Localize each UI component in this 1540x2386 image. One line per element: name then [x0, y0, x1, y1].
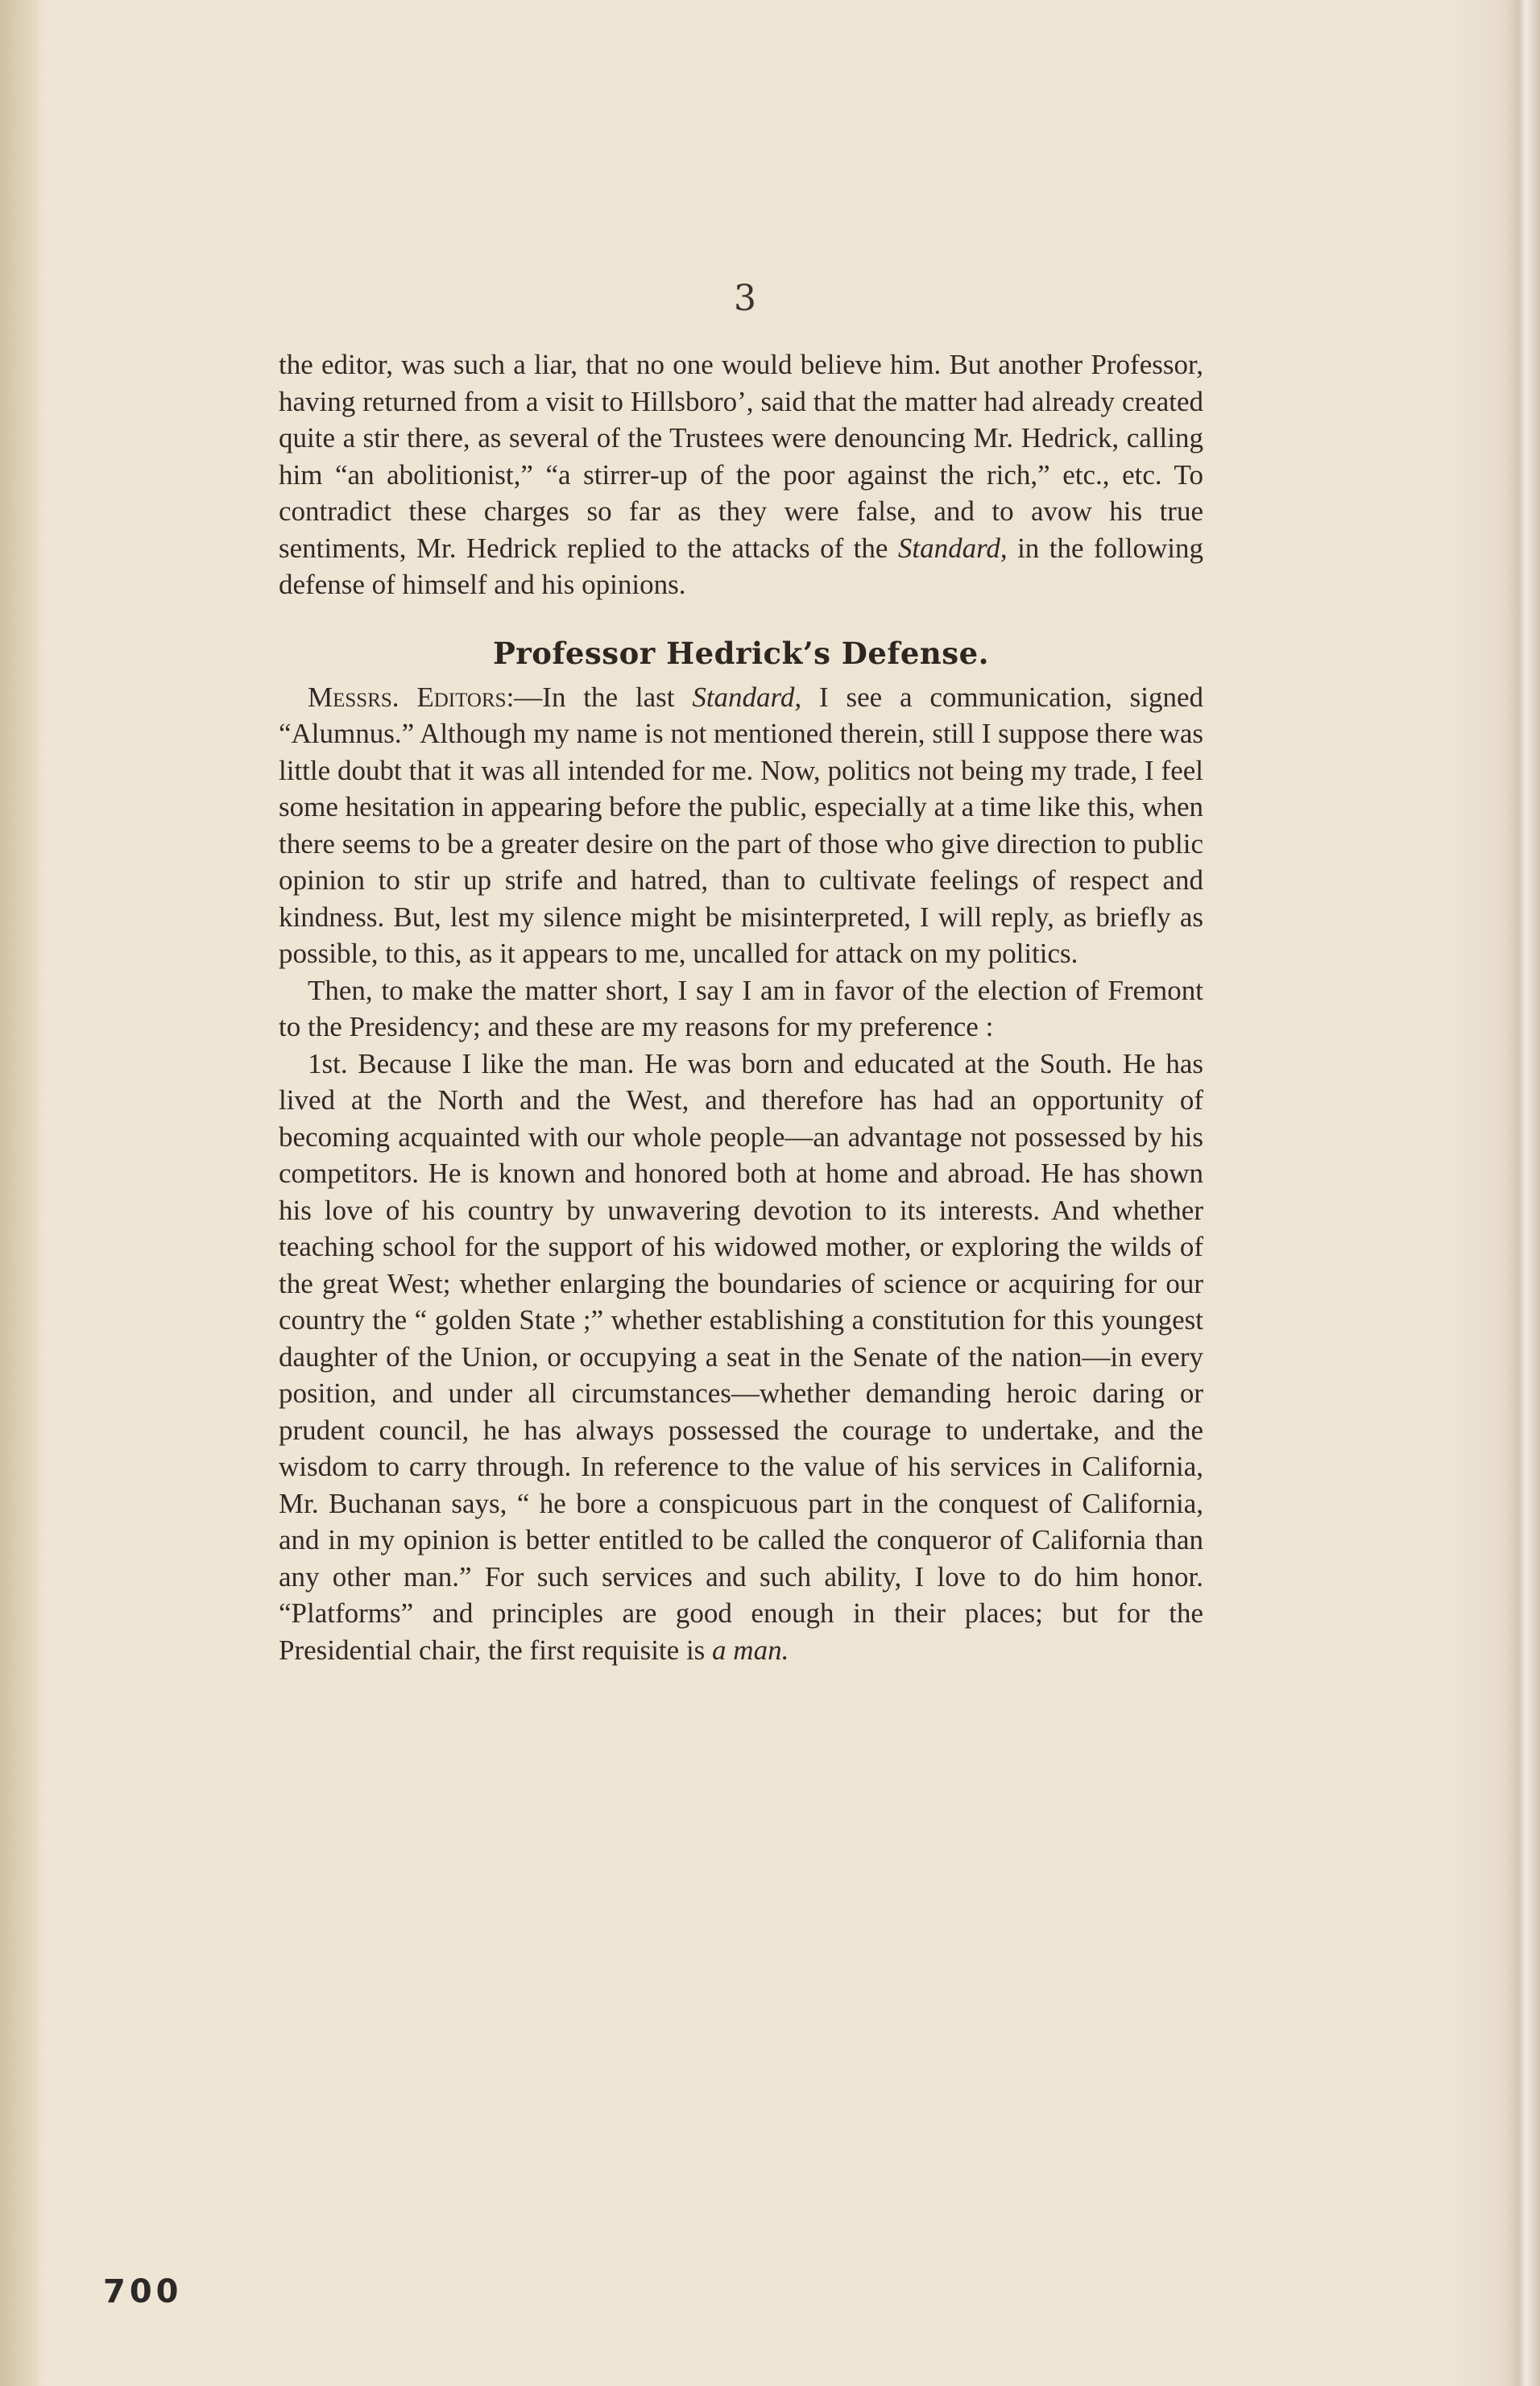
intro-paragraph: [279, 346, 1203, 603]
letter-p3-text: 1st. Because I like the man. He was born and educated at the South. He has lived at the North and the West, and therefore has had an opportunity of becoming acquainted with our whole people—an advantage not possessed by his competitors. He is known and honored both at home and abroad. He has shown his love of his country by unwavering devotion to its interests. And whether teaching school for the support of his widowed mother, or exploring the wilds of the great West; whether enlarging the boundaries of science or acquiring for our country the “ golden State ;” whether establishing a constitution for this youngest daughter of the Union, or occupying a seat in the Senate of the nation—in every position, and under all circumstances—whether demanding heroic daring or prudent council, he has always possessed the courage to undertake, and the wisdom to carry through. In reference to the value of his services in California, Mr. Buchanan says, “ he bore a conspicuous part in the conquest of California, and in my opinion is better entitled to be called the conqueror of California than any other man.” For such services and such ability, I love to do him honor. “Platforms” and principles are good enough in their places; but for the Presidential chair, the first requisite is: [279, 1047, 1203, 1666]
intro-emphasis: Standard,: [897, 532, 1008, 564]
letter-paragraph-3: [279, 1046, 1203, 1669]
catalog-number: 700: [103, 2273, 183, 2310]
letter-paragraph-2: Then, to make the matter short, I say I am in favor of the election of Fremont to the Presidency; and these are my reasons for my preference :: [279, 974, 1203, 1042]
letter-p1-text-a: :—In the last: [506, 681, 675, 713]
letter-p1-emphasis: Standard,: [692, 681, 802, 713]
letter-paragraph-1: [279, 679, 1203, 972]
page-right-edge: [1505, 0, 1540, 2386]
document-body: [279, 346, 1203, 1668]
letter-salutation: Messrs. Editors: [308, 681, 507, 713]
binding-edge: [0, 0, 39, 2386]
intro-text-after: in the following defense of himself and his opinions.: [279, 532, 1204, 600]
letter-p3-emphasis: a man.: [712, 1634, 789, 1666]
letter-p1-text-b: I see a communication, signed “Alumnus.” Although my name is not mentioned therein, still I suppose there was little doubt that it was all intended for me. Now, politics not being my trade, I feel some hesitation in appearing before the public, especially at a time like this, when there seems to be a greater desire on the part of those who give direction to public opinion to stir up strife and hatred, than to cultivate feelings of respect and kindness. But, lest my silence might be misinterpreted, I will reply, as briefly as possible, to this, as it appears to me, uncalled for attack on my politics.: [279, 681, 1204, 969]
section-heading: Professor Hedrick’s Defense.: [492, 635, 990, 671]
intro-text-before: the editor, was such a liar, that no one would believe him. But another Professor, having returned from a visit to Hillsboro’, said that the matter had already created quite a stir there, as several of the Trustees were denouncing Mr. Hedrick, calling him “an abolitionist,” “a stirrer-up of the poor against the rich,” etc., etc. To contradict these charges so far as they were false, and to avow his true sentiments, Mr. Hedrick replied to the attacks of the: [279, 349, 1203, 564]
page-number: 3: [734, 278, 756, 319]
